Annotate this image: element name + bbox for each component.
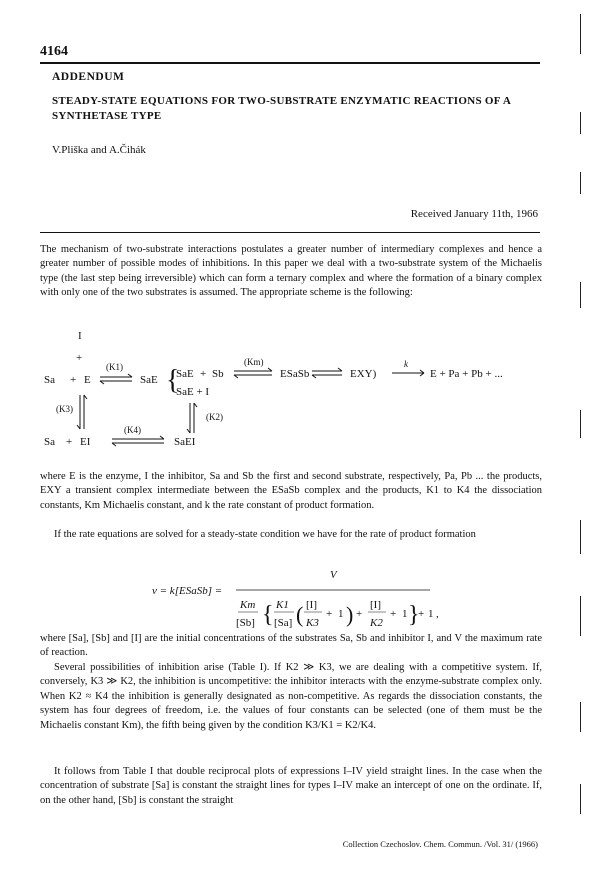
scheme-Km: (Km) bbox=[244, 357, 264, 367]
equation-comma: , bbox=[436, 608, 439, 620]
equation-Sb: [Sb] bbox=[236, 617, 255, 629]
section-label: ADDENDUM bbox=[52, 71, 125, 83]
equilibrium-arrow-K4 bbox=[112, 436, 164, 446]
scheme-brace: { bbox=[166, 365, 180, 396]
equation-K3: K3 bbox=[306, 617, 319, 629]
equation-one-3: 1 bbox=[428, 608, 434, 620]
inhibition-paragraph: Several possibilities of inhibition arise (Table I). If K2 ≫ K3, we are dealing with a competitive system. If, conversely, K3 ≫ K2, the inhibition is uncompetitive: the inhibitor interacts with the enzyme-substrate complex only. When K2 ≈ K4 the inhibition is generally designated as non-competitive. As regards the dissociation constants, the system has four degrees of freedom, i.e. the values of four constants can be selected (one of them must be the Michaelis constant Km), the fifth being given by the condition K3/K1 = K2/K4. bbox=[40, 662, 542, 731]
scheme-enzyme: E bbox=[84, 374, 91, 386]
scheme-k: k bbox=[404, 359, 408, 369]
margin-mark bbox=[580, 282, 581, 308]
definitions-paragraph: where E is the enzyme, I the inhibitor, Sa and Sb the first and second substrate, respectively, Pa, Pb ... the products, EXY a transient complex intermediate between the ESaSb complex and the products, K1 to K4 the dissociation constants, Km Michaelis constant, and k the rate constant of product formation. bbox=[40, 471, 542, 511]
concentrations-paragraph: where [Sa], [Sb] and [I] are the initial concentrations of the substrates Sa, Sb and inhibitor I, and V the maximum rate of reaction. bbox=[40, 633, 542, 659]
scheme-plus-1: + bbox=[70, 374, 77, 386]
scheme-ESaSb: ESaSb bbox=[280, 368, 310, 380]
equilibrium-arrow-Km bbox=[234, 368, 272, 378]
scheme-inhibitor: I bbox=[78, 330, 82, 342]
margin-mark bbox=[580, 112, 581, 134]
equation-paren-open: ( bbox=[296, 602, 304, 627]
received-date: Received January 11th, 1966 bbox=[410, 208, 538, 220]
scheme-EXY: EXY) bbox=[350, 368, 377, 380]
scheme-substrate-a: Sa bbox=[44, 374, 55, 386]
equation-paren-close: ) bbox=[346, 602, 354, 627]
scheme-EI: EI bbox=[80, 436, 91, 448]
article-title: STEADY-STATE EQUATIONS FOR TWO-SUBSTRATE ENZYMATIC REACTIONS OF A SYNTHETASE TYPE bbox=[52, 95, 511, 122]
scheme-SaE-2: SaE bbox=[176, 368, 194, 380]
scheme-substrate-a-2: Sa bbox=[44, 436, 55, 448]
scheme-K1: (K1) bbox=[106, 362, 123, 372]
equation-numerator: V bbox=[330, 569, 337, 581]
margin-mark bbox=[580, 410, 581, 438]
margin-mark bbox=[580, 784, 581, 814]
scheme-SaE-plus-I: SaE + I bbox=[176, 386, 210, 398]
scheme-SaEI: SaEI bbox=[174, 436, 196, 448]
page-number: 4164 bbox=[40, 44, 68, 59]
equation-one-1: 1 bbox=[338, 608, 344, 620]
equation-brace-open: { bbox=[262, 602, 274, 628]
equilibrium-arrow-K1 bbox=[100, 374, 132, 384]
equation-Sa: [Sa] bbox=[274, 617, 293, 629]
equation-brace-close: } bbox=[408, 602, 420, 628]
equation-plus-4: + bbox=[418, 608, 425, 620]
scheme-K3: (K3) bbox=[56, 404, 73, 414]
equation-Km: Km bbox=[240, 599, 256, 611]
equation-lhs: v = k[ESaSb] = bbox=[152, 585, 223, 597]
equilibrium-arrow-K2 bbox=[187, 403, 197, 433]
header-rule bbox=[40, 62, 540, 64]
scheme-K2: (K2) bbox=[206, 412, 223, 422]
equation-plus-3: + bbox=[390, 608, 397, 620]
separator-rule bbox=[40, 232, 540, 233]
margin-mark bbox=[580, 702, 581, 732]
journal-footer: Collection Czechoslov. Chem. Commun. /Vol. 31/ (1966) bbox=[342, 839, 538, 849]
scheme-products: E + Pa + Pb + ... bbox=[430, 368, 503, 380]
scheme-plus-3: + bbox=[66, 436, 73, 448]
equation-plus-1: + bbox=[326, 608, 333, 620]
scheme-K4: (K4) bbox=[124, 425, 141, 435]
margin-mark bbox=[580, 14, 581, 54]
equation-plus-2: + bbox=[356, 608, 363, 620]
authors: V.Pliška and A.Čihák bbox=[52, 144, 146, 156]
equation-K2: K2 bbox=[370, 617, 383, 629]
scheme-plus-vertical: + bbox=[76, 352, 83, 364]
equilibrium-arrow-K3 bbox=[77, 395, 87, 429]
equation-one-2: 1 bbox=[402, 608, 408, 620]
equation-I-1: [I] bbox=[306, 599, 317, 611]
reciprocal-plot-paragraph: It follows from Table I that double reciprocal plots of expressions I–IV yield straight lines. In the case when the concentration of substrate [Sa] is constant the straight lines for types I–IV make an intercept of one on the ordinate. If, on the other hand, [Sb] is constant the straight bbox=[40, 766, 542, 806]
intro-paragraph: The mechanism of two-substrate interactions postulates a greater number of intermediary complexes and hence a greater number of possible modes of inhibitions. In this paper we deal with a two-substrate system of the Michaelis type (the last step being irreversible) which can form a ternary complex and where the formation of a binary complex with only one of the two substrates is assumed. The appropriate scheme is the following: bbox=[40, 244, 542, 299]
margin-mark bbox=[580, 520, 581, 554]
scheme-substrate-b: Sb bbox=[212, 368, 224, 380]
reaction-arrow-k bbox=[392, 370, 424, 376]
equation-K1: K1 bbox=[276, 599, 289, 611]
equilibrium-arrow-EXY bbox=[312, 368, 342, 378]
scheme-plus-2: + bbox=[200, 368, 207, 380]
scheme-SaE: SaE bbox=[140, 374, 158, 386]
steady-state-paragraph: If the rate equations are solved for a steady-state condition we have for the rate of product formation bbox=[54, 529, 476, 540]
equation-I-2: [I] bbox=[370, 599, 381, 611]
reaction-scheme bbox=[0, 325, 600, 457]
margin-mark bbox=[580, 172, 581, 194]
margin-mark bbox=[580, 596, 581, 636]
